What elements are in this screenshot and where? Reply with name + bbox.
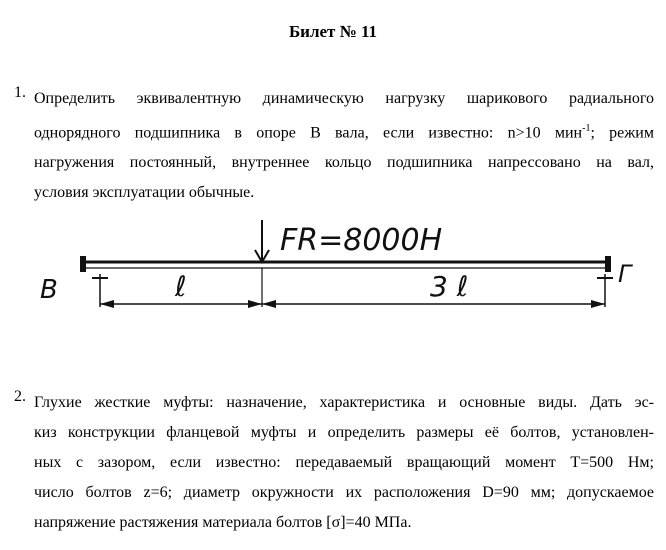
question-1-line-2-sup: -1 [582, 123, 591, 134]
question-1 [14, 84, 654, 208]
question-2-line-5: напряжение растяжения материала болтов [σ]=40 МПа. [34, 514, 412, 531]
support-right-label: Г [618, 260, 632, 288]
question-2-line-4: число болтов z=6; диаметр окружности их расположения D=90 мм; допускаемое [34, 484, 654, 501]
ticket-title: Билет № 11 [288, 22, 378, 41]
question-2-text [34, 388, 654, 538]
question-2-line-1: Глухие жесткие муфты: назначение, характеристика и основные виды. Дать эс- [34, 394, 654, 411]
question-1-text [34, 84, 654, 208]
question-2 [14, 388, 654, 538]
support-left-mark [80, 256, 86, 272]
question-1-line-4: условия эксплуатации обычные. [34, 184, 255, 202]
question-1-line-1: Определить эквивалентную динамическую нагрузку шарикового радиального [34, 90, 654, 107]
question-2-line-3: ных с зазором, если известно: передаваемый вращающий момент Т=500 Нм; [34, 454, 654, 471]
span-left-label: ℓ [175, 270, 187, 303]
shaft-diagram [30, 212, 650, 322]
question-2-line-2: киз конструкции фланцевой муфты и определить размеры её болтов, установлен- [34, 424, 654, 441]
question-1-line-2-post: ; режим [590, 124, 654, 142]
support-left-label: В [40, 275, 58, 305]
question-2-number: 2. [14, 388, 26, 405]
span-right-label: 3 ℓ [430, 270, 469, 303]
question-1-line-3: нагружения постоянный, внутреннее кольцо подшипника напрессовано на вал, [34, 154, 654, 172]
question-1-line-2 [34, 114, 654, 148]
question-1-number: 1. [14, 84, 26, 101]
question-1-line-2-pre: однорядного подшипника в опоре В вала, если известно: n>10 мин [34, 124, 583, 142]
support-right-mark [605, 256, 611, 272]
force-label: FR=8000H [280, 223, 443, 258]
